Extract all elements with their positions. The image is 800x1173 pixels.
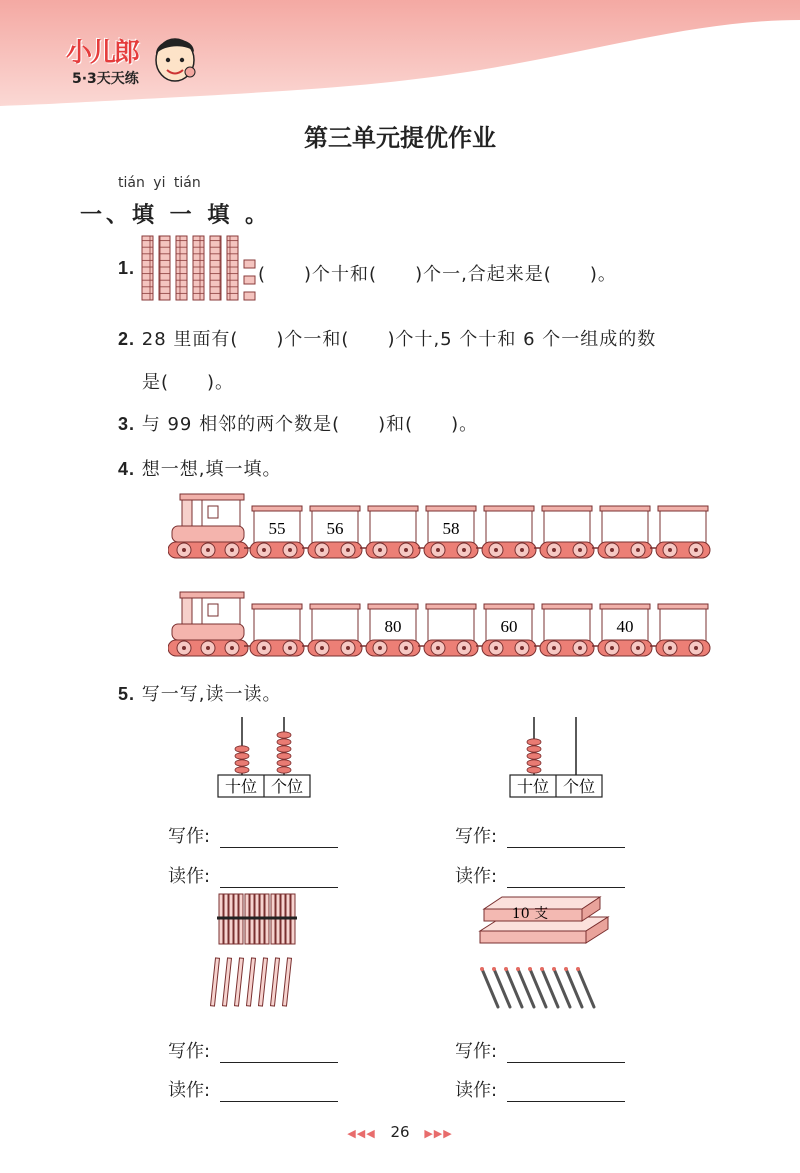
train-1 [168, 492, 718, 567]
train-2 [168, 590, 718, 665]
train-car [592, 506, 652, 558]
stick-bundles-icon [205, 890, 310, 1010]
write-field-2[interactable]: 写作: [455, 822, 625, 848]
train-car [418, 506, 478, 558]
train-car [360, 604, 420, 656]
question-4: 4. 想一想,填一填。 [118, 459, 282, 480]
prev-arrows-icon: ◀◀◀ [347, 1127, 376, 1140]
train-car [650, 604, 710, 656]
train-car [302, 604, 362, 656]
question-1-text: ( )个十和( )个一,合起来是( )。 [258, 264, 617, 285]
write-field-4[interactable]: 写作: [455, 1037, 625, 1063]
train-car [360, 506, 420, 558]
train-engine [168, 592, 248, 656]
train-car [418, 604, 478, 656]
write-field-1[interactable]: 写作: [168, 822, 338, 848]
ones-label: 个位 [562, 777, 596, 796]
car-number: 58 [442, 519, 460, 538]
train-car [534, 604, 594, 656]
car-number: 80 [384, 617, 402, 636]
train-car [476, 506, 536, 558]
car-number: 40 [616, 617, 634, 636]
train-car [534, 506, 594, 558]
mascot-icon [150, 30, 200, 86]
car-number: 60 [500, 617, 518, 636]
question-2-line1: 2. 28 里面有( )个一和( )个十,5 个十和 6 个一组成的数 [118, 329, 657, 350]
question-5: 5. 写一写,读一读。 [118, 684, 282, 705]
tens-label: 十位 [224, 777, 258, 796]
question-3: 3. 与 99 相邻的两个数是( )和( )。 [118, 414, 479, 435]
ones-label: 个位 [270, 777, 304, 796]
brand-subtitle: 5·3天天练 [72, 71, 139, 87]
read-field-4[interactable]: 读作: [455, 1076, 625, 1102]
page-title: 第三单元提优作业 [304, 124, 496, 152]
ten-rods-icon [140, 234, 258, 302]
train-car [244, 604, 304, 656]
question-1-number: 1. [118, 258, 136, 278]
next-arrows-icon: ▶▶▶ [424, 1127, 453, 1140]
car-number: 56 [326, 519, 344, 538]
train-car [650, 506, 710, 558]
abacus-1 [214, 715, 314, 800]
read-field-2[interactable]: 读作: [455, 862, 625, 888]
train-car [244, 506, 304, 558]
pencil-box-icon [468, 895, 618, 1015]
brand-logo: 小儿郎 [66, 38, 139, 68]
read-field-3[interactable]: 读作: [168, 1076, 338, 1102]
tens-label: 十位 [516, 777, 550, 796]
write-field-3[interactable]: 写作: [168, 1037, 338, 1063]
train-car [592, 604, 652, 656]
car-number: 55 [268, 519, 286, 538]
section-pinyin: tián yi tián [118, 175, 201, 191]
train-car [302, 506, 362, 558]
train-engine [168, 494, 248, 558]
page-footer [0, 1123, 800, 1141]
question-2-line2: 是( )。 [142, 372, 235, 393]
abacus-2 [506, 715, 606, 800]
page-number: 26 [390, 1123, 410, 1141]
read-field-1[interactable]: 读作: [168, 862, 338, 888]
train-car [476, 604, 536, 656]
section-heading: 一、填 一 填 。 [80, 203, 271, 228]
box-label: 10 支 [511, 906, 549, 922]
